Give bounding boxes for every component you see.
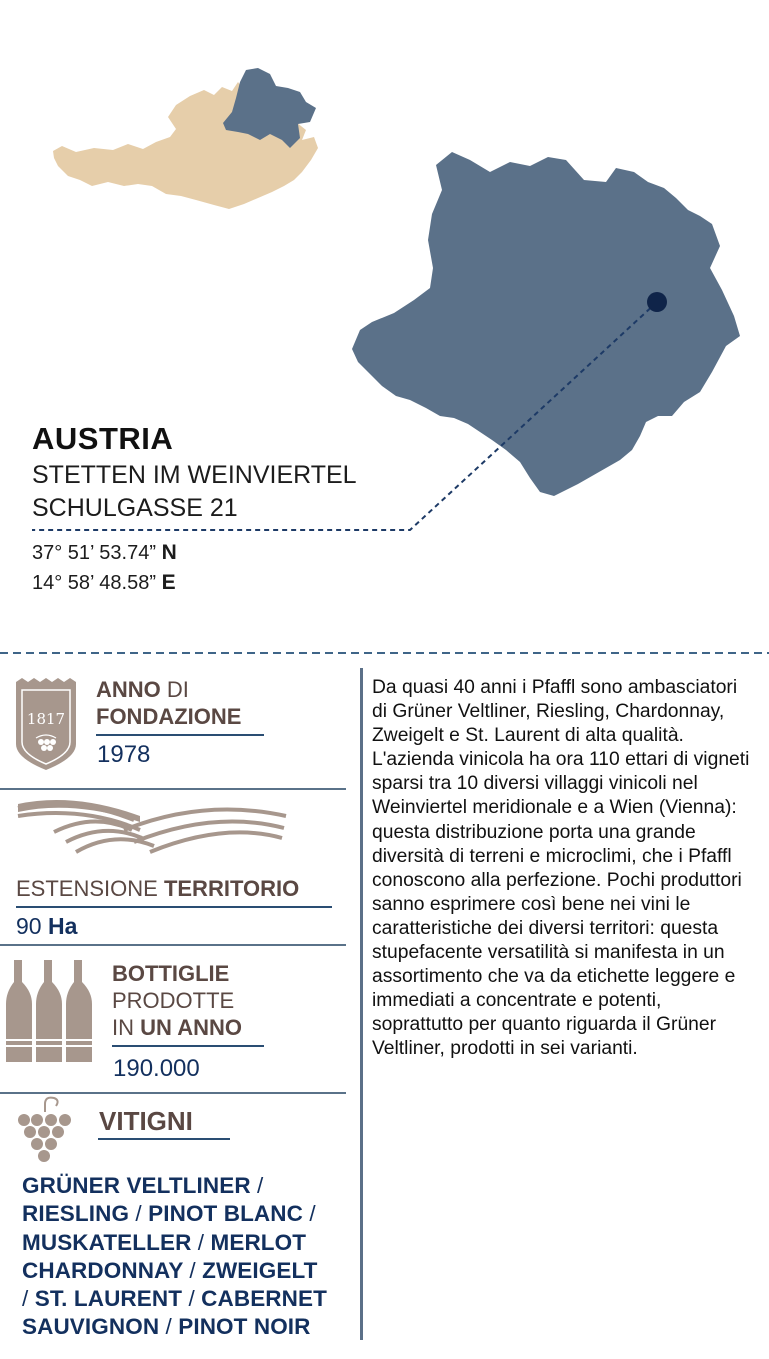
wine-bottles-icon [4,958,96,1066]
location-pin-icon [647,292,667,312]
latitude [32,541,177,565]
variety-item: RIESLING [22,1201,130,1227]
territory-underline [16,906,332,908]
latitude-direction: N [161,541,177,564]
variety-item: MERLOT [210,1229,307,1255]
bottles-value: 190.000 [113,1055,200,1082]
variety-item: PINOT NOIR [178,1314,311,1340]
row-divider [0,788,346,790]
row-divider [0,944,346,946]
founding-label [96,676,266,730]
description-paragraph: Da quasi 40 anni i Pfaffl sono ambasciatori di Grüner Veltliner, Riesling, Chardonnay, Zweigelt e St. Laurent di alta qualità. L'azienda vinicola ha ora 110 ettari di vigneti sparsi tra 10 diversi villaggi vinicoli nel Weinviertel meridionale e a Wien (Vienna): questa distribuzione porta una grande diversità di terreni e microclimi, che i Pfaffl conoscono alla perfezione. Pochi produttori sanno esprimere così bene nei vini le caratteristiche dei diversi territori: questa stupefacente versatilità si manifesta in un assortimento che va da etichette leggere e immediati a concentrate e potenti, soprattutto per quanto riguarda il Grüner Veltliner, prodotti in sei varianti. [372,677,750,1060]
vineyard-hills-icon [14,794,304,866]
column-divider [360,668,363,1340]
street-address: SCHULGASSE 21 [32,494,238,522]
territory-label [16,876,299,902]
founding-label-bold1: ANNO [96,677,161,702]
founding-year-value: 1978 [97,741,151,768]
founding-label-light: DI [166,677,189,702]
variety-item: PINOT BLANC [148,1201,303,1227]
bottles-underline [112,1045,264,1047]
crest-year-text: 1817 [26,710,66,728]
crest-badge-icon [14,676,78,772]
bottles-line3-bold: UN ANNO [140,1015,242,1040]
variety-item: ST. LAURENT [34,1286,183,1312]
territory-number: 90 [16,913,42,939]
founding-underline [96,734,264,736]
bottles-line2: PRODOTTE [112,988,235,1013]
territory-label-bold: TERRITORIO [163,876,300,901]
country-title: AUSTRIA [32,421,174,456]
longitude [32,571,176,595]
territory-unit: Ha [47,913,78,939]
variety-item: MUSKATELLER [22,1229,192,1255]
territory-value [16,913,77,940]
longitude-direction: E [161,571,176,594]
bottles-label [112,960,292,1041]
variety-item: CABERNET SAUVIGNON [22,1286,327,1340]
lower-austria-region-map [352,152,740,496]
varieties-list: GRÜNER VELTLINER / RIESLING / PINOT BLANC / MUSKATELLER / MERLOT CHARDONNAY / ZWEIGELT / ST. LAURENT / CABERNET SAUVIGNON / PINOT NOIR [22,1173,327,1340]
varieties-underline [98,1138,230,1140]
variety-item: CHARDONNAY [22,1257,184,1283]
varieties-title: VITIGNI [99,1106,193,1136]
variety-item: GRÜNER VELTLINER [22,1173,251,1198]
bottles-line1: BOTTIGLIE [112,961,230,986]
longitude-value: 14° 58’ 48.58” [32,572,157,594]
section-separator [0,650,769,656]
town-name: STETTEN IM WEINVIERTEL [32,461,357,489]
bottles-line3-light: IN [112,1015,134,1040]
founding-label-bold2: FONDAZIONE [96,704,242,729]
grape-cluster-icon [16,1094,74,1170]
variety-item: ZWEIGELT [202,1257,318,1283]
territory-label-light: ESTENSIONE [16,876,158,901]
latitude-value: 37° 51’ 53.74” [32,542,157,564]
